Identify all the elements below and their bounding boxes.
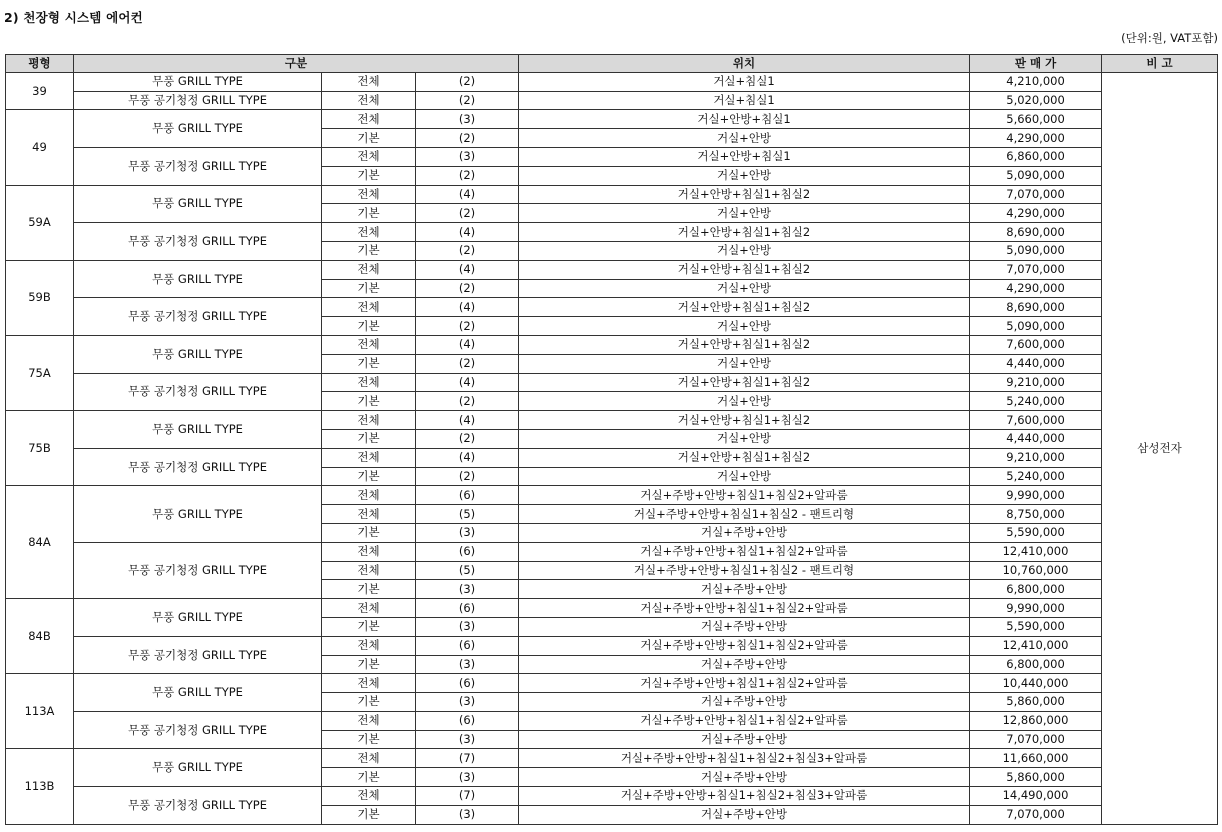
location-cell: 거실+안방+침실1+침실2 <box>519 260 970 279</box>
location-cell: 거실+주방+안방 <box>519 805 970 824</box>
location-cell: 거실+안방 <box>519 467 970 486</box>
price-cell: 5,090,000 <box>970 317 1102 336</box>
type-cell: 무풍 공기청정 GRILL TYPE <box>74 373 322 411</box>
type-cell: 무풍 GRILL TYPE <box>74 185 322 223</box>
scope-cell: 기본 <box>322 580 416 599</box>
type-cell: 무풍 GRILL TYPE <box>74 486 322 542</box>
size-cell: 75A <box>6 335 74 410</box>
remark-cell: 삼성전자 <box>1102 72 1218 824</box>
type-cell: 무풍 GRILL TYPE <box>74 749 322 787</box>
scope-cell: 기본 <box>322 768 416 787</box>
scope-cell: 기본 <box>322 693 416 712</box>
price-table <box>5 54 1218 825</box>
location-cell: 거실+주방+안방+침실1+침실2+알파룸 <box>519 486 970 505</box>
location-cell: 거실+주방+안방+침실1+침실2+침실3+알파룸 <box>519 787 970 806</box>
table-row <box>6 787 1218 806</box>
scope-cell: 기본 <box>322 166 416 185</box>
table-row <box>6 91 1218 110</box>
type-cell: 무풍 GRILL TYPE <box>74 110 322 148</box>
price-cell: 9,210,000 <box>970 448 1102 467</box>
count-cell: (6) <box>416 711 519 730</box>
scope-cell: 전체 <box>322 711 416 730</box>
count-cell: (6) <box>416 486 519 505</box>
scope-cell: 전체 <box>322 411 416 430</box>
count-cell: (2) <box>416 91 519 110</box>
type-cell: 무풍 공기청정 GRILL TYPE <box>74 542 322 598</box>
price-cell: 7,070,000 <box>970 730 1102 749</box>
count-cell: (5) <box>416 561 519 580</box>
location-cell: 거실+안방 <box>519 392 970 411</box>
scope-cell: 전체 <box>322 335 416 354</box>
table-row <box>6 674 1218 693</box>
scope-cell: 전체 <box>322 260 416 279</box>
table-row <box>6 185 1218 204</box>
count-cell: (7) <box>416 749 519 768</box>
location-cell: 거실+안방+침실1 <box>519 110 970 129</box>
location-cell: 거실+주방+안방+침실1+침실2+알파룸 <box>519 711 970 730</box>
location-cell: 거실+안방 <box>519 317 970 336</box>
count-cell: (2) <box>416 279 519 298</box>
location-cell: 거실+주방+안방 <box>519 580 970 599</box>
count-cell: (4) <box>416 185 519 204</box>
price-cell: 9,990,000 <box>970 486 1102 505</box>
type-cell: 무풍 공기청정 GRILL TYPE <box>74 711 322 749</box>
location-cell: 거실+주방+안방 <box>519 768 970 787</box>
location-cell: 거실+주방+안방+침실1+침실2+알파룸 <box>519 636 970 655</box>
size-cell: 113B <box>6 749 74 824</box>
header-price: 판 매 가 <box>970 55 1102 73</box>
scope-cell: 기본 <box>322 204 416 223</box>
location-cell: 거실+안방+침실1 <box>519 147 970 166</box>
scope-cell: 전체 <box>322 542 416 561</box>
location-cell: 거실+주방+안방 <box>519 730 970 749</box>
count-cell: (2) <box>416 166 519 185</box>
type-cell: 무풍 GRILL TYPE <box>74 335 322 373</box>
scope-cell: 전체 <box>322 298 416 317</box>
count-cell: (3) <box>416 805 519 824</box>
count-cell: (4) <box>416 335 519 354</box>
location-cell: 거실+주방+안방+침실1+침실2 - 팬트리형 <box>519 561 970 580</box>
scope-cell: 기본 <box>322 392 416 411</box>
count-cell: (4) <box>416 411 519 430</box>
scope-cell: 기본 <box>322 467 416 486</box>
count-cell: (7) <box>416 787 519 806</box>
count-cell: (3) <box>416 655 519 674</box>
location-cell: 거실+안방+침실1+침실2 <box>519 185 970 204</box>
scope-cell: 기본 <box>322 523 416 542</box>
scope-cell: 전체 <box>322 561 416 580</box>
count-cell: (5) <box>416 505 519 524</box>
price-cell: 4,290,000 <box>970 279 1102 298</box>
price-cell: 8,750,000 <box>970 505 1102 524</box>
table-row <box>6 72 1218 91</box>
count-cell: (4) <box>416 298 519 317</box>
location-cell: 거실+주방+안방+침실1+침실2+알파룸 <box>519 542 970 561</box>
price-cell: 5,240,000 <box>970 392 1102 411</box>
price-cell: 5,660,000 <box>970 110 1102 129</box>
count-cell: (2) <box>416 392 519 411</box>
type-cell: 무풍 GRILL TYPE <box>74 599 322 637</box>
scope-cell: 전체 <box>322 91 416 110</box>
size-cell: 49 <box>6 110 74 185</box>
price-cell: 4,210,000 <box>970 72 1102 91</box>
price-cell: 9,990,000 <box>970 599 1102 618</box>
table-row <box>6 599 1218 618</box>
price-cell: 14,490,000 <box>970 787 1102 806</box>
scope-cell: 전체 <box>322 674 416 693</box>
price-cell: 6,800,000 <box>970 580 1102 599</box>
price-cell: 4,440,000 <box>970 354 1102 373</box>
scope-cell: 기본 <box>322 317 416 336</box>
count-cell: (3) <box>416 693 519 712</box>
scope-cell: 전체 <box>322 223 416 242</box>
scope-cell: 전체 <box>322 147 416 166</box>
price-cell: 10,760,000 <box>970 561 1102 580</box>
location-cell: 거실+주방+안방 <box>519 693 970 712</box>
location-cell: 거실+안방+침실1+침실2 <box>519 223 970 242</box>
count-cell: (3) <box>416 768 519 787</box>
count-cell: (2) <box>416 354 519 373</box>
table-row <box>6 542 1218 561</box>
table-row <box>6 636 1218 655</box>
location-cell: 거실+안방+침실1+침실2 <box>519 335 970 354</box>
table-row <box>6 448 1218 467</box>
table-row <box>6 749 1218 768</box>
scope-cell: 기본 <box>322 241 416 260</box>
price-cell: 9,210,000 <box>970 373 1102 392</box>
count-cell: (4) <box>416 260 519 279</box>
size-cell: 59A <box>6 185 74 260</box>
price-cell: 6,860,000 <box>970 147 1102 166</box>
price-cell: 6,800,000 <box>970 655 1102 674</box>
location-cell: 거실+안방 <box>519 354 970 373</box>
count-cell: (2) <box>416 129 519 148</box>
scope-cell: 전체 <box>322 599 416 618</box>
type-cell: 무풍 GRILL TYPE <box>74 72 322 91</box>
table-row <box>6 373 1218 392</box>
type-cell: 무풍 GRILL TYPE <box>74 674 322 712</box>
price-cell: 8,690,000 <box>970 223 1102 242</box>
price-cell: 4,440,000 <box>970 429 1102 448</box>
price-cell: 11,660,000 <box>970 749 1102 768</box>
size-cell: 84A <box>6 486 74 599</box>
scope-cell: 전체 <box>322 448 416 467</box>
size-cell: 75B <box>6 411 74 486</box>
size-cell: 113A <box>6 674 74 749</box>
table-body <box>6 72 1218 824</box>
price-cell: 7,600,000 <box>970 411 1102 430</box>
price-cell: 7,070,000 <box>970 260 1102 279</box>
scope-cell: 전체 <box>322 636 416 655</box>
unit-note: (단위:원, VAT포함) <box>1121 31 1218 45</box>
price-cell: 10,440,000 <box>970 674 1102 693</box>
table-row <box>6 147 1218 166</box>
price-cell: 5,090,000 <box>970 166 1102 185</box>
table-row <box>6 260 1218 279</box>
count-cell: (2) <box>416 72 519 91</box>
scope-cell: 전체 <box>322 110 416 129</box>
location-cell: 거실+주방+안방+침실1+침실2+알파룸 <box>519 674 970 693</box>
count-cell: (6) <box>416 674 519 693</box>
price-cell: 7,070,000 <box>970 805 1102 824</box>
count-cell: (6) <box>416 636 519 655</box>
header-location: 위치 <box>519 55 970 73</box>
size-cell: 59B <box>6 260 74 335</box>
count-cell: (3) <box>416 110 519 129</box>
price-cell: 5,860,000 <box>970 693 1102 712</box>
scope-cell: 기본 <box>322 655 416 674</box>
location-cell: 거실+안방 <box>519 129 970 148</box>
header-remark: 비 고 <box>1102 55 1218 73</box>
location-cell: 거실+안방+침실1+침실2 <box>519 448 970 467</box>
size-cell: 39 <box>6 72 74 110</box>
type-cell: 무풍 공기청정 GRILL TYPE <box>74 787 322 825</box>
type-cell: 무풍 공기청정 GRILL TYPE <box>74 223 322 261</box>
price-cell: 12,410,000 <box>970 542 1102 561</box>
scope-cell: 기본 <box>322 279 416 298</box>
price-cell: 12,860,000 <box>970 711 1102 730</box>
section-title: 2) 천장형 시스템 에어컨 <box>4 10 143 25</box>
type-cell: 무풍 공기청정 GRILL TYPE <box>74 298 322 336</box>
scope-cell: 전체 <box>322 373 416 392</box>
price-cell: 5,020,000 <box>970 91 1102 110</box>
type-cell: 무풍 GRILL TYPE <box>74 260 322 298</box>
price-cell: 4,290,000 <box>970 204 1102 223</box>
scope-cell: 전체 <box>322 486 416 505</box>
price-cell: 12,410,000 <box>970 636 1102 655</box>
location-cell: 거실+안방 <box>519 279 970 298</box>
scope-cell: 전체 <box>322 505 416 524</box>
count-cell: (2) <box>416 467 519 486</box>
location-cell: 거실+주방+안방+침실1+침실2 - 팬트리형 <box>519 505 970 524</box>
count-cell: (2) <box>416 429 519 448</box>
count-cell: (3) <box>416 147 519 166</box>
count-cell: (2) <box>416 317 519 336</box>
scope-cell: 기본 <box>322 129 416 148</box>
price-cell: 5,240,000 <box>970 467 1102 486</box>
location-cell: 거실+주방+안방+침실1+침실2+알파룸 <box>519 599 970 618</box>
type-cell: 무풍 공기청정 GRILL TYPE <box>74 147 322 185</box>
count-cell: (4) <box>416 223 519 242</box>
count-cell: (4) <box>416 373 519 392</box>
table-row <box>6 110 1218 129</box>
table-row <box>6 711 1218 730</box>
location-cell: 거실+주방+안방 <box>519 617 970 636</box>
count-cell: (6) <box>416 542 519 561</box>
type-cell: 무풍 공기청정 GRILL TYPE <box>74 636 322 674</box>
price-cell: 5,090,000 <box>970 241 1102 260</box>
count-cell: (2) <box>416 204 519 223</box>
count-cell: (3) <box>416 730 519 749</box>
location-cell: 거실+안방 <box>519 241 970 260</box>
type-cell: 무풍 GRILL TYPE <box>74 411 322 449</box>
count-cell: (6) <box>416 599 519 618</box>
size-cell: 84B <box>6 599 74 674</box>
table-row <box>6 411 1218 430</box>
price-cell: 5,590,000 <box>970 617 1102 636</box>
scope-cell: 전체 <box>322 185 416 204</box>
location-cell: 거실+침실1 <box>519 72 970 91</box>
count-cell: (2) <box>416 241 519 260</box>
location-cell: 거실+안방+침실1+침실2 <box>519 411 970 430</box>
table-row <box>6 486 1218 505</box>
table-row <box>6 335 1218 354</box>
price-cell: 7,600,000 <box>970 335 1102 354</box>
location-cell: 거실+안방 <box>519 204 970 223</box>
price-cell: 5,590,000 <box>970 523 1102 542</box>
count-cell: (4) <box>416 448 519 467</box>
scope-cell: 기본 <box>322 805 416 824</box>
location-cell: 거실+안방+침실1+침실2 <box>519 298 970 317</box>
scope-cell: 전체 <box>322 749 416 768</box>
header-category: 구분 <box>74 55 519 73</box>
count-cell: (3) <box>416 523 519 542</box>
scope-cell: 전체 <box>322 72 416 91</box>
price-cell: 5,860,000 <box>970 768 1102 787</box>
scope-cell: 기본 <box>322 429 416 448</box>
count-cell: (3) <box>416 580 519 599</box>
location-cell: 거실+안방+침실1+침실2 <box>519 373 970 392</box>
type-cell: 무풍 공기청정 GRILL TYPE <box>74 448 322 486</box>
location-cell: 거실+안방 <box>519 429 970 448</box>
location-cell: 거실+주방+안방+침실1+침실2+침실3+알파룸 <box>519 749 970 768</box>
location-cell: 거실+안방 <box>519 166 970 185</box>
price-cell: 7,070,000 <box>970 185 1102 204</box>
scope-cell: 전체 <box>322 787 416 806</box>
location-cell: 거실+주방+안방 <box>519 523 970 542</box>
table-row <box>6 298 1218 317</box>
scope-cell: 기본 <box>322 354 416 373</box>
location-cell: 거실+주방+안방 <box>519 655 970 674</box>
price-cell: 8,690,000 <box>970 298 1102 317</box>
type-cell: 무풍 공기청정 GRILL TYPE <box>74 91 322 110</box>
header-row <box>6 55 1218 73</box>
price-cell: 4,290,000 <box>970 129 1102 148</box>
scope-cell: 기본 <box>322 730 416 749</box>
table-row <box>6 223 1218 242</box>
count-cell: (3) <box>416 617 519 636</box>
location-cell: 거실+침실1 <box>519 91 970 110</box>
header-size: 평형 <box>6 55 74 73</box>
scope-cell: 기본 <box>322 617 416 636</box>
